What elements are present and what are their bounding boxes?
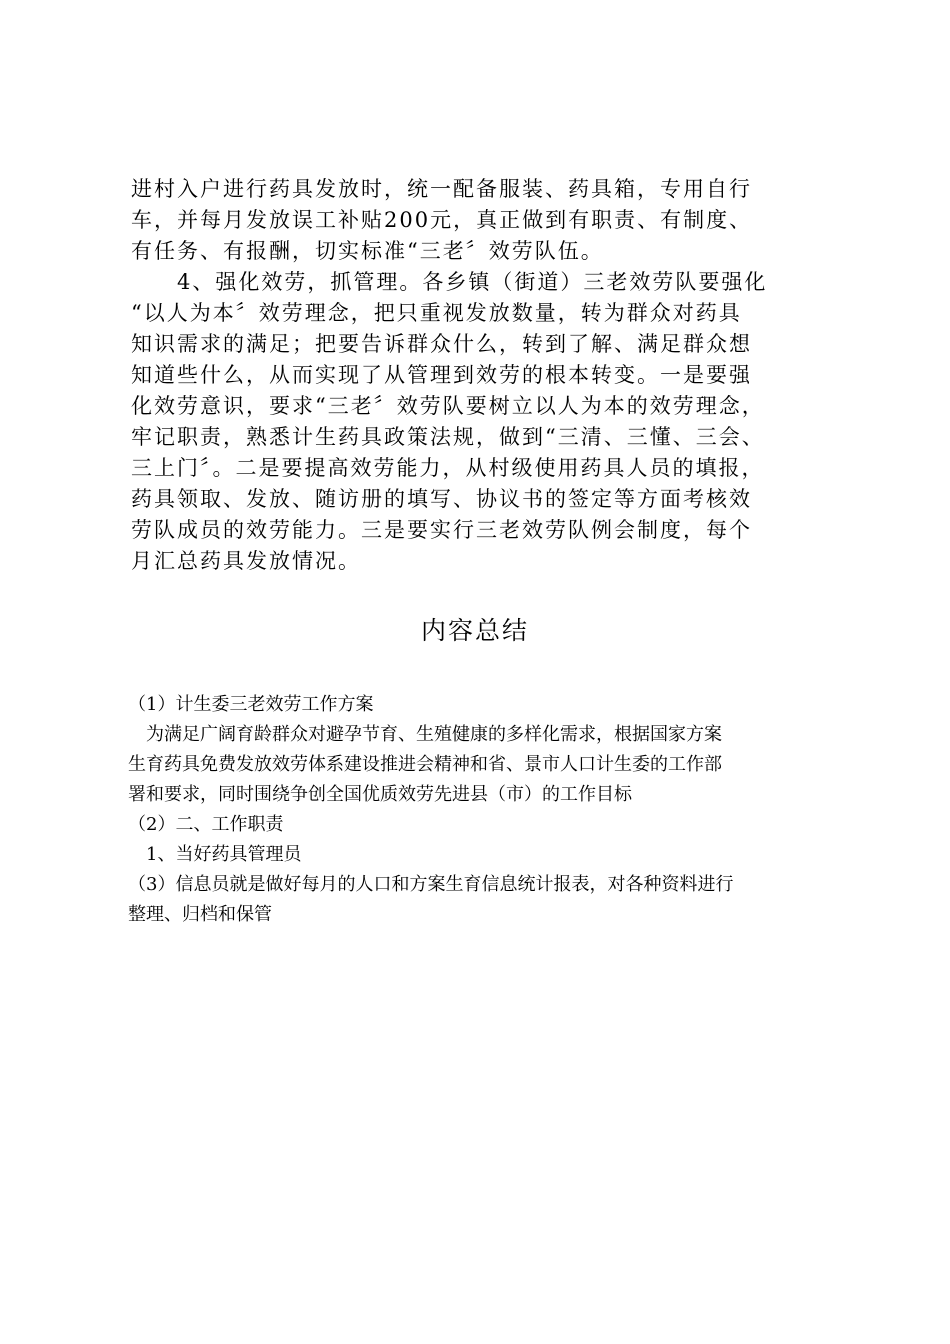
body-line: 有任务、有报酬，切实标准“三老〞效劳队伍。 [131,239,604,263]
summary-line: （1）计生委三老效劳工作方案 [128,694,374,715]
body-line: 药具领取、发放、随访册的填写、协议书的签定等方面考核效 [131,487,752,511]
body-text [131,174,831,577]
body-line: “以人为本〞效劳理念，把只重视发放数量，转为群众对药具 [131,301,742,325]
body-line: 三上门〞。二是要提高效劳能力，从村级使用药具人员的填报， [131,456,765,480]
summary-line: 整理、归档和保管 [128,904,272,925]
body-line: 化效劳意识，要求“三老〞效劳队要树立以人为本的效劳理念， [131,394,765,418]
summary-line: 为满足广阔育龄群众对避孕节育、生殖健康的多样化需求，根据国家方案 [128,724,722,745]
body-line: 劳队成员的效劳能力。三是要实行三老效劳队例会制度，每个 [131,518,752,542]
body-line: 牢记职责，熟悉计生药具政策法规，做到“三清、三懂、三会、 [131,425,765,449]
summary-line: （3）信息员就是做好每月的人口和方案生育信息统计报表，对各种资料进行 [128,874,734,895]
summary-line: 署和要求，同时围绕争创全国优质效劳先进县（市）的工作目标 [128,784,632,805]
summary-line: （2）二、工作职责 [128,814,284,835]
summary-text [128,690,828,930]
summary-title: 内容总结 [420,616,529,645]
body-line: 4、强化效劳，抓管理。各乡镇（街道）三老效劳队要强化 [131,270,768,294]
body-line: 知道些什么，从而实现了从管理到效劳的根本转变。一是要强 [131,363,752,387]
body-line: 车，并每月发放误工补贴200元，真正做到有职责、有制度、 [131,208,753,232]
body-line: 知识需求的满足；把要告诉群众什么，转到了解、满足群众想 [131,332,752,356]
summary-line: 生育药具免费发放效劳体系建设推进会精神和省、景市人口计生委的工作部 [128,754,722,775]
body-line: 月汇总药具发放情况。 [131,549,361,573]
body-line: 进村入户进行药具发放时，统一配备服装、药具箱，专用自行 [131,177,752,201]
summary-line: 1、当好药具管理员 [128,844,302,865]
